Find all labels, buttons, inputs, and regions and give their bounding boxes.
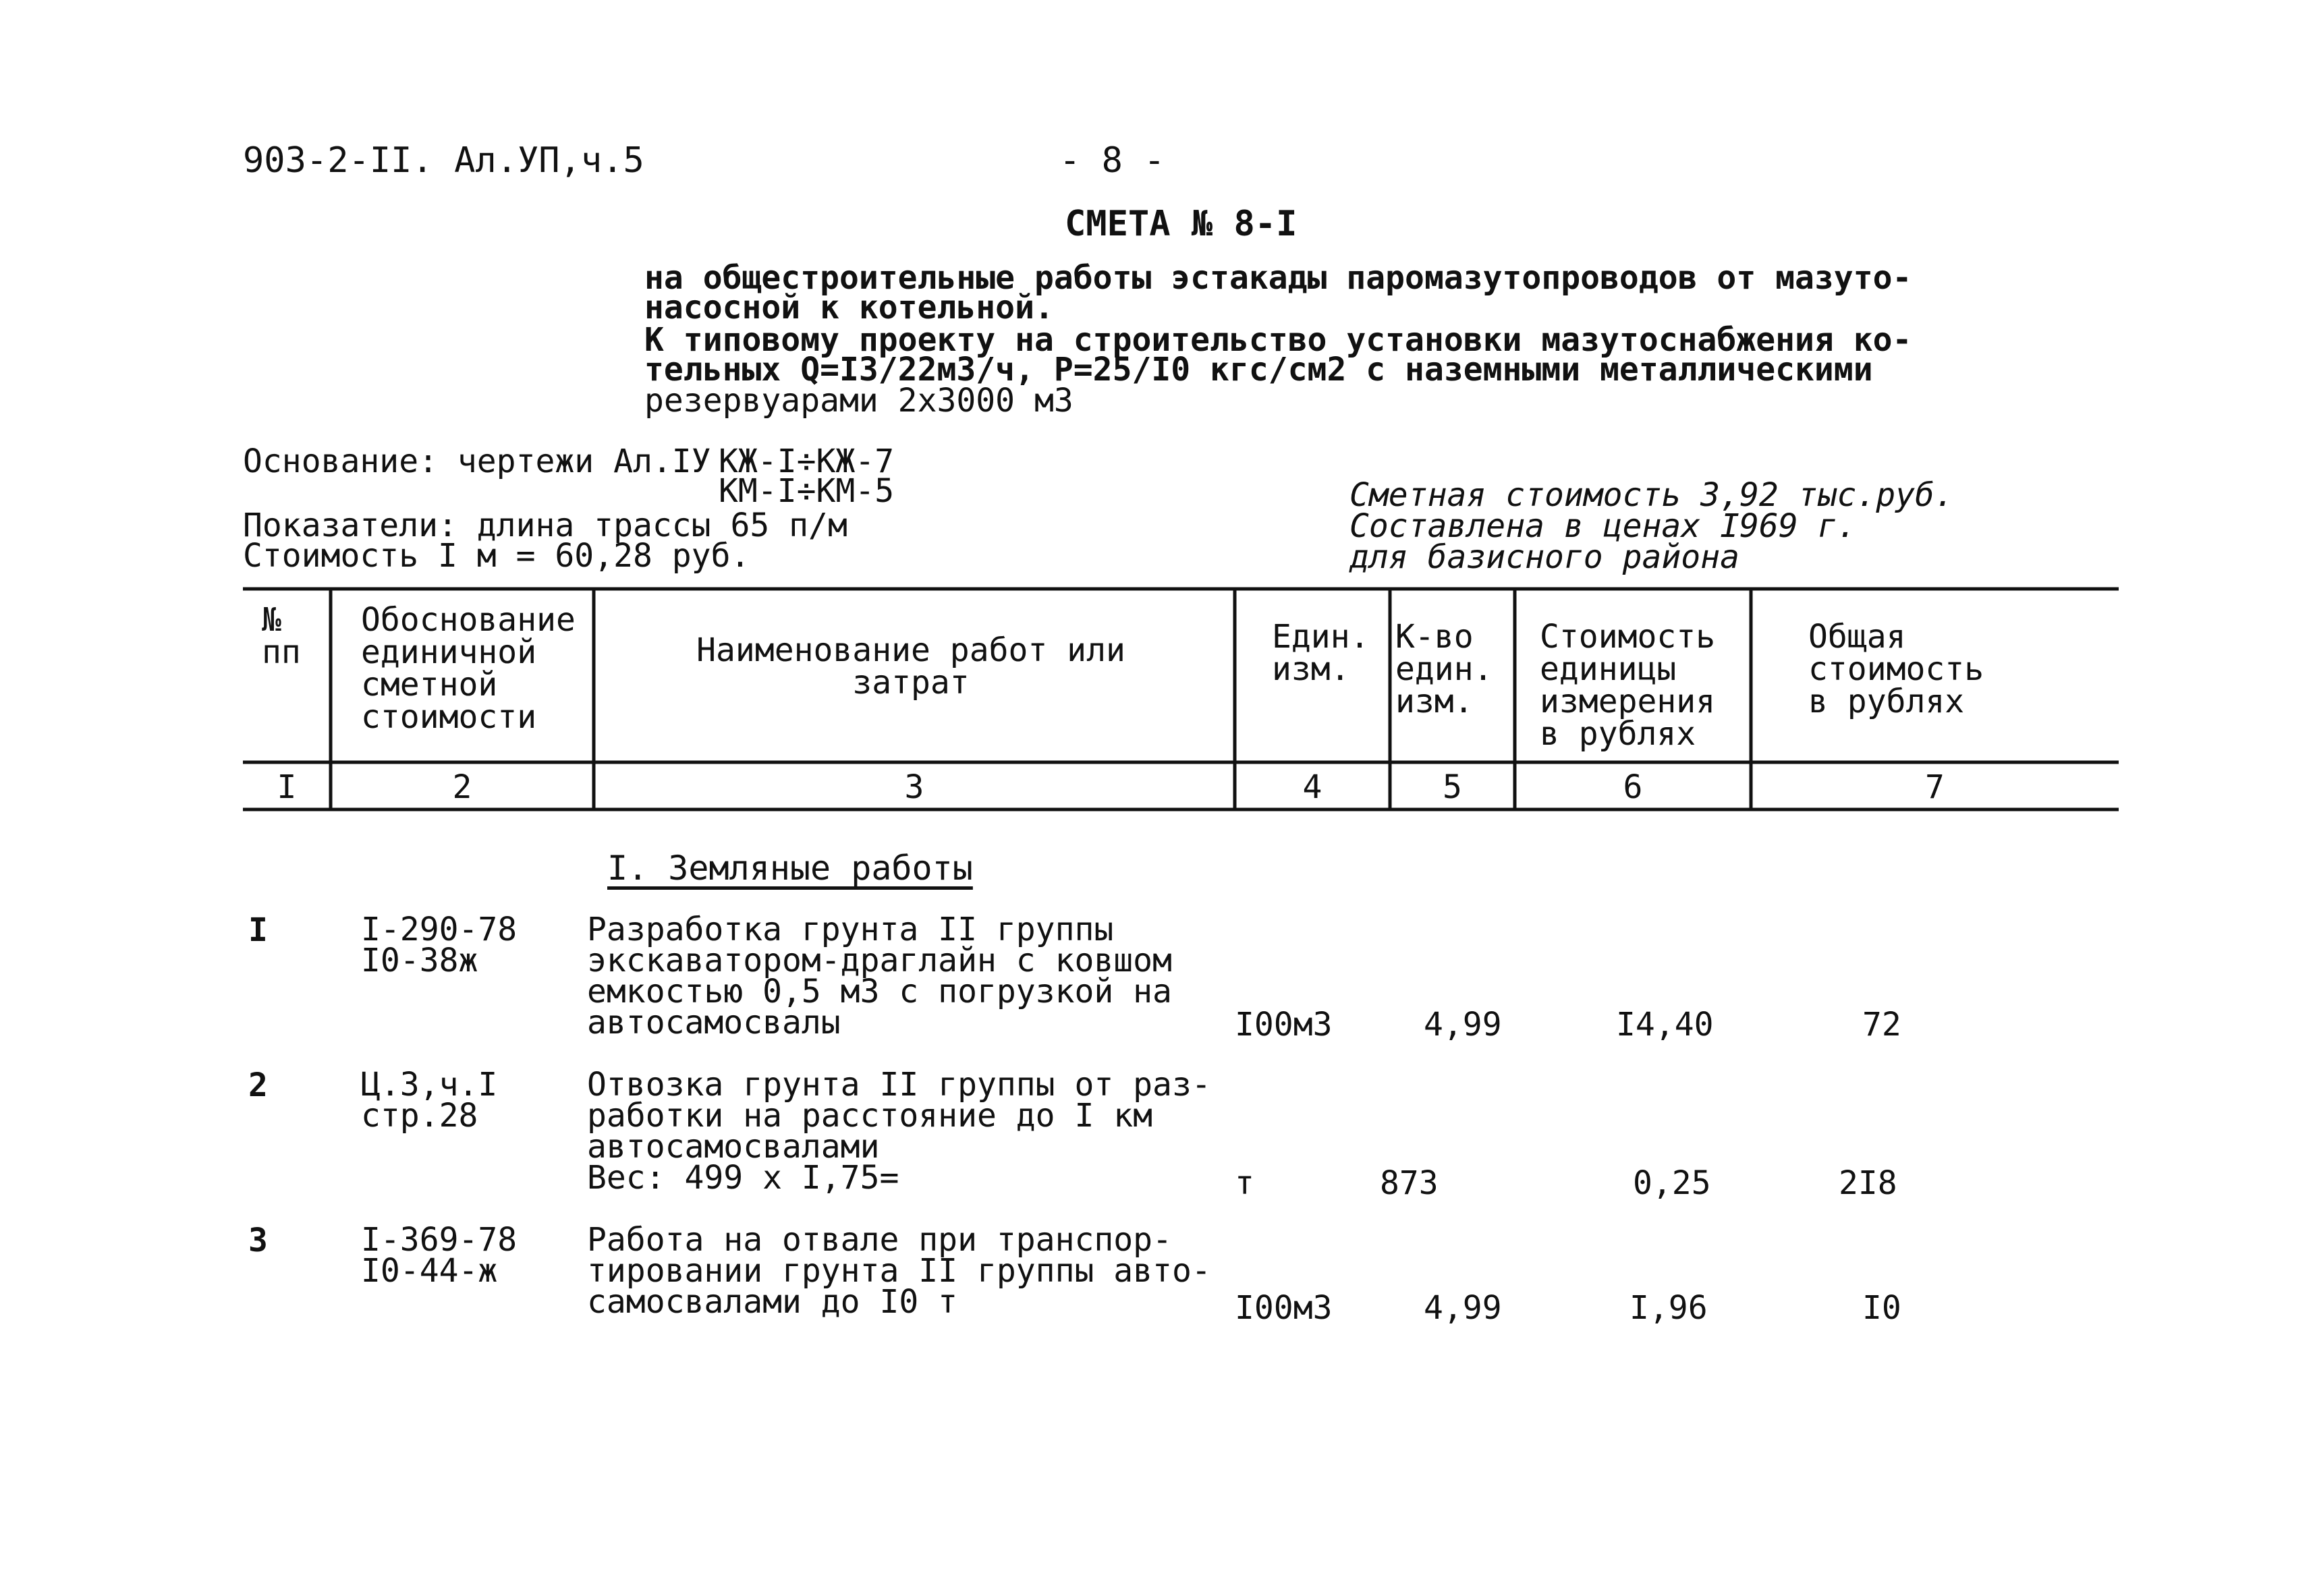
indicators-text: Показатели: длина трассы 65 п/м xyxy=(243,507,847,544)
basis-drawing-kzh: КЖ-I÷КЖ-7 xyxy=(719,443,895,480)
page-number: - 8 - xyxy=(1059,140,1165,181)
header-text: Стоимость xyxy=(1540,618,1716,656)
name-line: самосвалами до I0 т xyxy=(587,1283,958,1321)
estimated-cost: Сметная стоимость 3,92 тыс.руб. xyxy=(1349,476,1954,514)
name-line: Работа на отвале при транспор- xyxy=(587,1221,1172,1259)
header-col-5 xyxy=(1395,618,1493,720)
basis-line: I-369-78 xyxy=(361,1221,518,1259)
basis-line: I0-44-ж xyxy=(361,1252,498,1290)
header-text: изм. xyxy=(1272,650,1350,688)
row-number: I xyxy=(248,911,268,949)
header-text: в рублях xyxy=(1540,715,1696,753)
row-name xyxy=(587,911,1172,1042)
section-title xyxy=(607,849,973,888)
header-text: един. xyxy=(1395,650,1493,688)
header-col-2 xyxy=(361,601,576,736)
row-quantity: 4,99 xyxy=(1424,1289,1502,1327)
header-text: № xyxy=(262,601,281,639)
row-unit: I00м3 xyxy=(1235,1006,1333,1044)
header-text: Обоснование xyxy=(361,601,576,639)
basis-line: стр.28 xyxy=(361,1097,478,1135)
row-basis xyxy=(361,1066,498,1135)
header-col-4 xyxy=(1272,618,1370,688)
section-title-text: I. Земляные работы xyxy=(607,849,973,888)
estimate-title: СМЕТА № 8-I xyxy=(1065,204,1298,244)
name-line: работки на расстояние до I км xyxy=(587,1097,1153,1135)
column-number: 5 xyxy=(1443,768,1462,806)
header-text: Един. xyxy=(1272,618,1370,656)
basis-label: Основание: чертежи Ал.IУ xyxy=(243,443,711,480)
row-quantity: 873 xyxy=(1380,1164,1439,1202)
description-line: насосной к котельной. xyxy=(644,289,1054,326)
name-line: емкостью 0,5 м3 с погрузкой на xyxy=(587,973,1172,1010)
document-reference: 903-2-II. Ал.УП,ч.5 xyxy=(243,140,644,181)
header-col-1 xyxy=(262,601,301,671)
name-line: Отвозка грунта II группы от раз- xyxy=(587,1066,1211,1104)
row-name xyxy=(587,1221,1211,1321)
description-line: К типовому проекту на строительство установки мазутоснабжения ко- xyxy=(644,321,1912,359)
name-line: Вес: 499 х I,75= xyxy=(587,1159,899,1197)
basis-drawing-km: КМ-I÷КМ-5 xyxy=(719,472,895,510)
header-col-6 xyxy=(1540,618,1716,753)
header-text: в рублях xyxy=(1808,683,1965,720)
column-number: 6 xyxy=(1623,768,1643,806)
row-number: 2 xyxy=(248,1066,268,1104)
header-text: изм. xyxy=(1395,683,1474,720)
row-unit-cost: I4,40 xyxy=(1616,1006,1714,1044)
header-text: единицы xyxy=(1540,650,1677,688)
column-number: 2 xyxy=(452,768,472,806)
base-region: для базисного района xyxy=(1349,538,1739,576)
description-line: на общестроительные работы эстакады паромазутопроводов от мазуто- xyxy=(644,259,1912,297)
description-line: тельных Q=I3/22м3/ч, P=25/I0 кгс/см2 с наземными металлическими xyxy=(644,351,1873,389)
name-line: Разработка грунта II группы xyxy=(587,911,1114,948)
row-total: 2I8 xyxy=(1839,1164,1897,1202)
row-total: 72 xyxy=(1862,1006,1901,1044)
header-text: К-во xyxy=(1395,618,1474,656)
header-text: Наименование работ или xyxy=(696,631,1125,669)
row-number: 3 xyxy=(248,1222,268,1259)
name-line: экскаватором-драглайн с ковшом xyxy=(587,942,1172,979)
header-text: пп xyxy=(262,633,301,671)
row-total: I0 xyxy=(1862,1289,1901,1327)
cost-per-meter: Стоимость I м = 60,28 руб. xyxy=(243,537,750,575)
column-number: 4 xyxy=(1302,768,1322,806)
basis-line: Ц.3,ч.I xyxy=(361,1066,498,1104)
header-text: затрат xyxy=(852,664,970,702)
header-text: единичной xyxy=(361,633,537,671)
row-basis xyxy=(361,1221,518,1290)
header-text: сметной xyxy=(361,666,498,704)
column-number: 3 xyxy=(904,768,924,806)
row-unit-cost: I,96 xyxy=(1629,1289,1708,1327)
price-level: Составлена в ценах I969 г. xyxy=(1349,507,1857,545)
row-unit-cost: 0,25 xyxy=(1633,1164,1711,1202)
name-line: автосамосвалы xyxy=(587,1004,841,1042)
header-text: измерения xyxy=(1540,683,1716,720)
basis-line: I-290-78 xyxy=(361,911,518,948)
description-line: резервуарами 2х3000 м3 xyxy=(644,382,1074,420)
header-col-7 xyxy=(1808,618,1984,720)
row-name xyxy=(587,1066,1211,1197)
column-number: I xyxy=(277,768,297,806)
row-basis xyxy=(361,911,518,979)
column-number: 7 xyxy=(1925,768,1945,806)
header-col-3 xyxy=(607,631,1215,702)
header-text: стоимости xyxy=(361,698,537,736)
row-unit: т xyxy=(1235,1164,1254,1202)
row-unit: I00м3 xyxy=(1235,1289,1333,1327)
name-line: автосамосвалами xyxy=(587,1128,880,1166)
basis-line: I0-38ж xyxy=(361,942,478,979)
header-text: стоимость xyxy=(1808,650,1984,688)
name-line: тировании грунта II группы авто- xyxy=(587,1252,1211,1290)
header-text: Общая xyxy=(1808,618,1906,656)
row-quantity: 4,99 xyxy=(1424,1006,1502,1044)
